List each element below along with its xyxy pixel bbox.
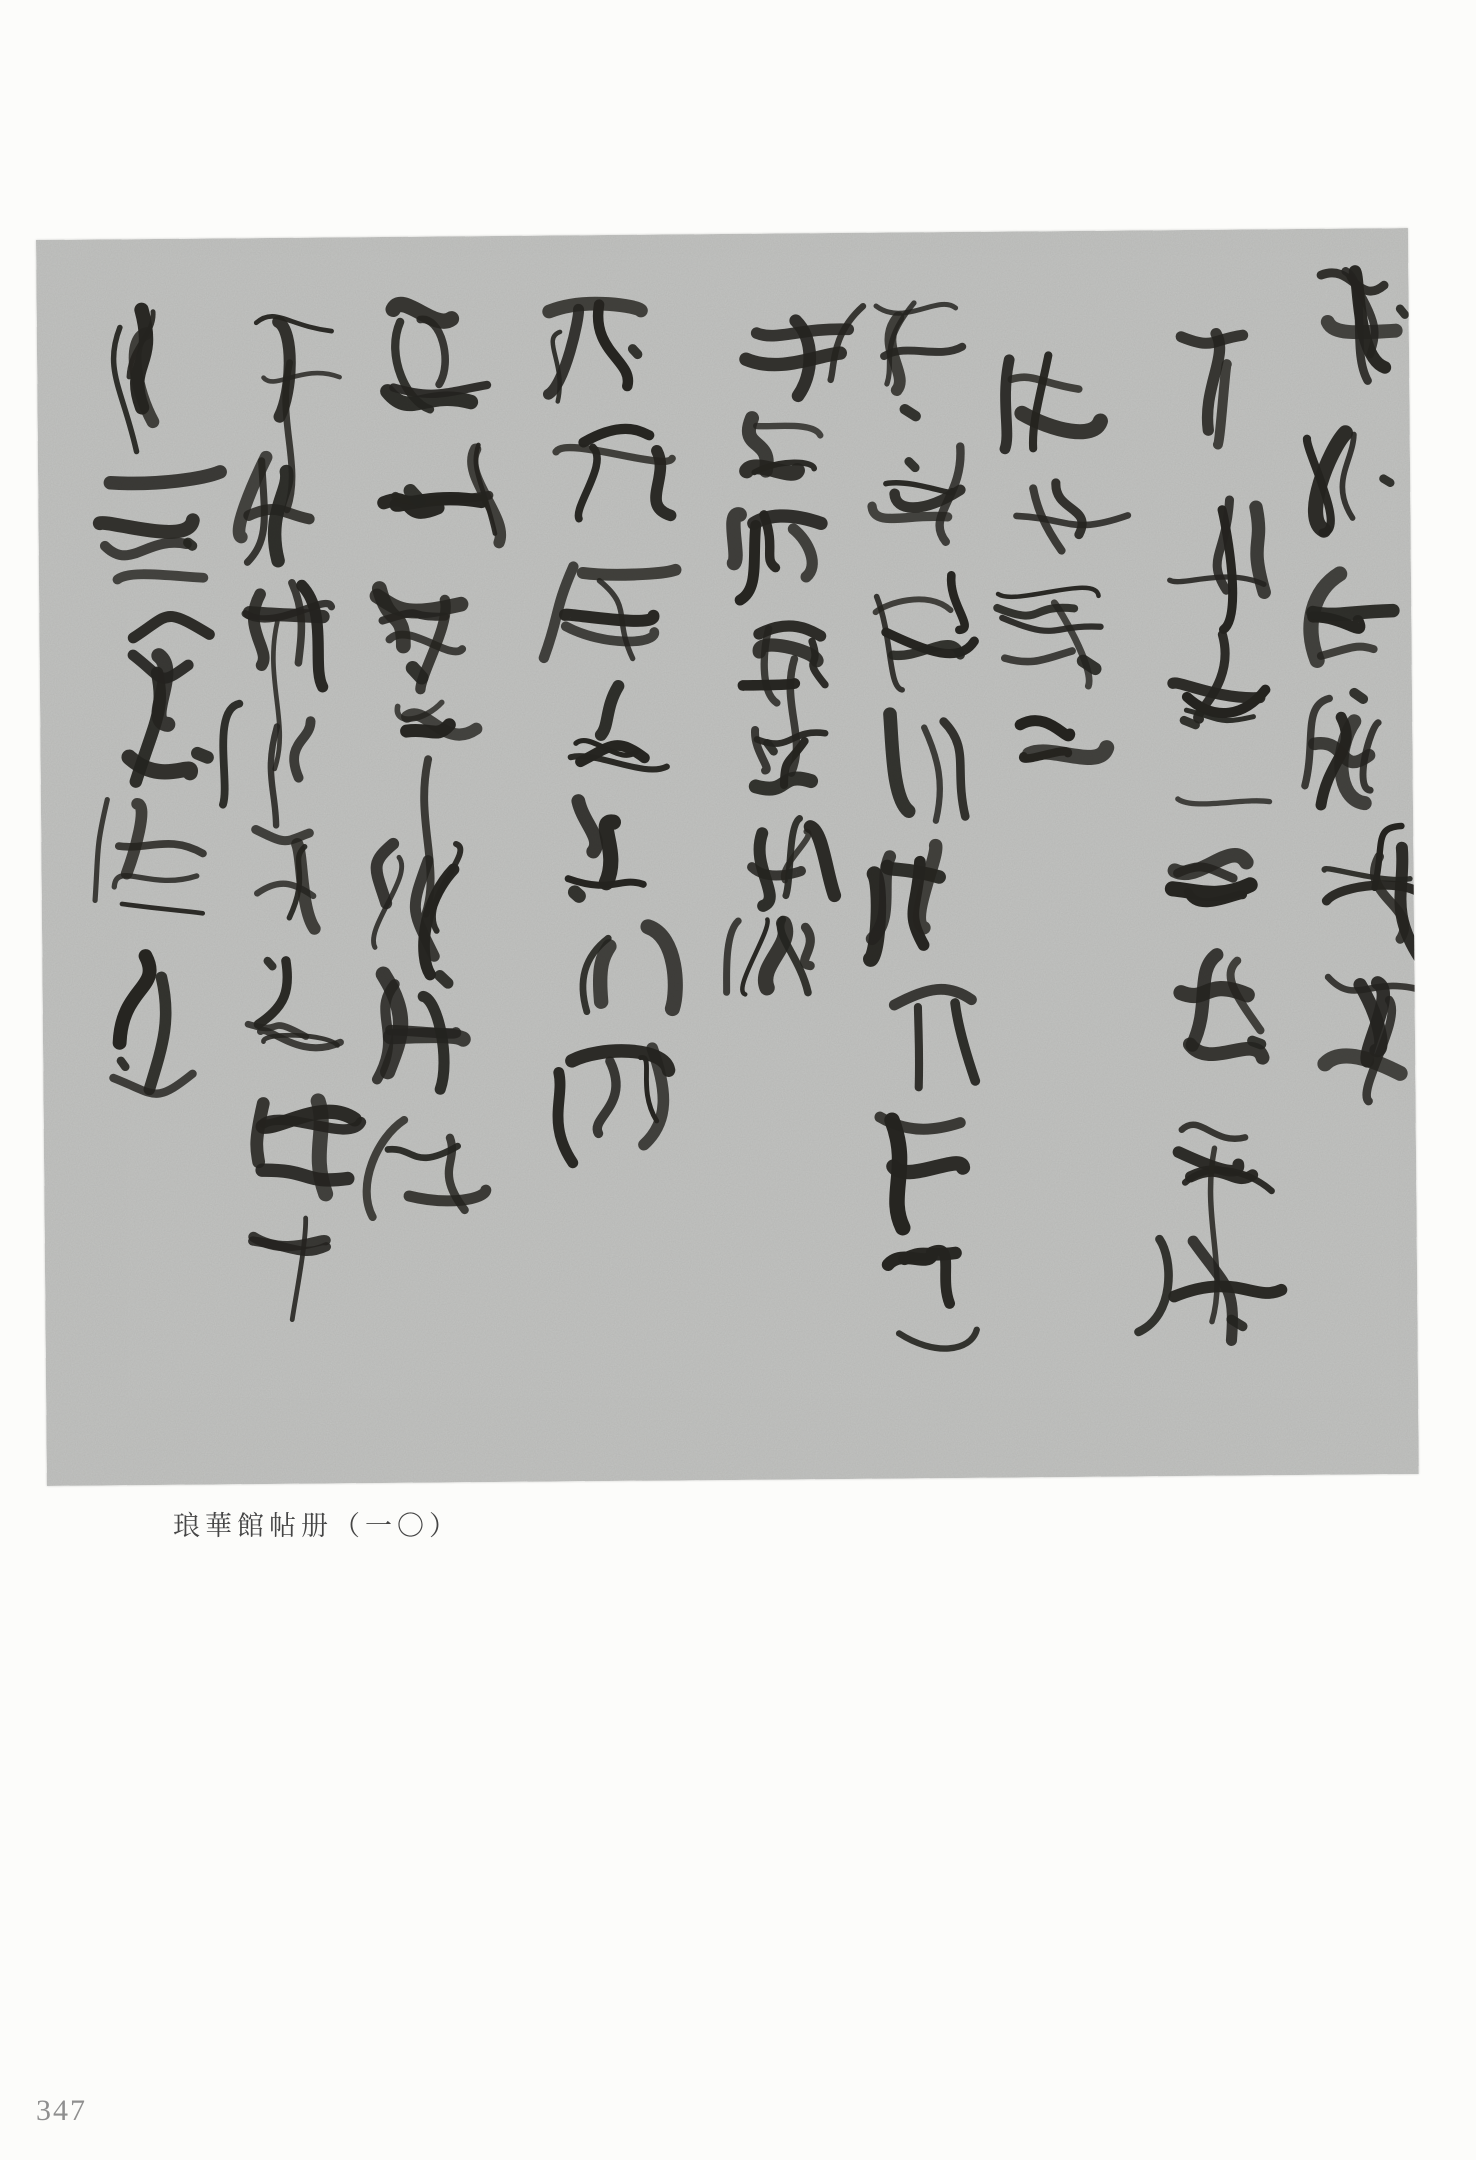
calligraphy-plate-svg <box>36 228 1419 1486</box>
page-number: 347 <box>36 2094 87 2127</box>
calligraphy-plate <box>36 228 1419 1486</box>
plate-caption: 琅華館帖册（一〇） <box>173 1511 461 1541</box>
